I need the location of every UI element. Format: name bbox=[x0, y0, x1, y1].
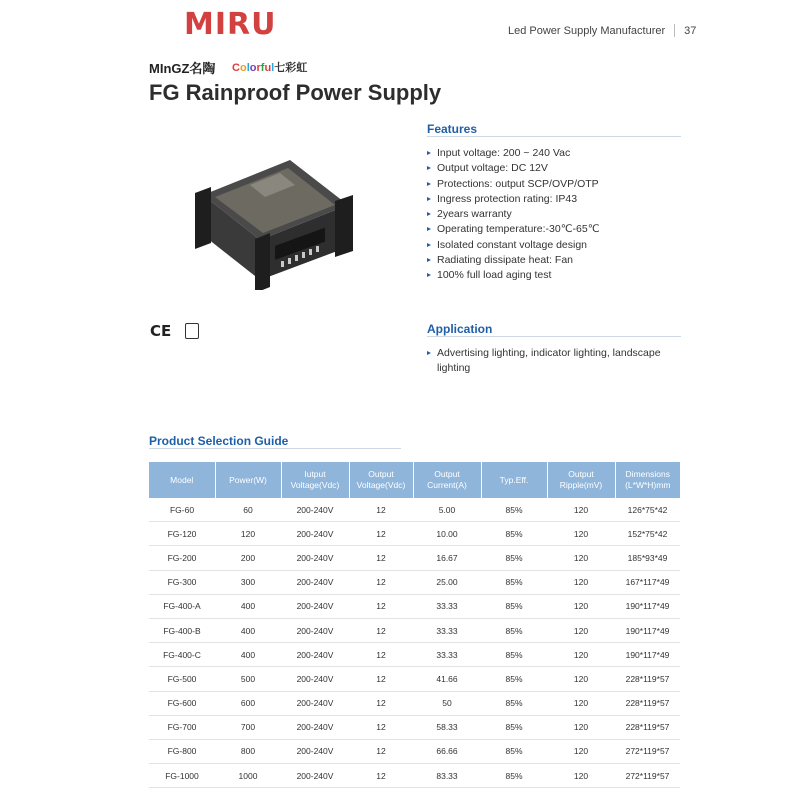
table-cell: 190*117*49 bbox=[615, 594, 680, 618]
table-row bbox=[149, 715, 680, 739]
table-cell: 167*117*49 bbox=[615, 570, 680, 594]
table-cell: 16.67 bbox=[413, 546, 481, 570]
table-cell: 85% bbox=[481, 546, 547, 570]
table-cell: 12 bbox=[349, 691, 413, 715]
feature-item: Operating temperature:-30℃-65℃ bbox=[427, 222, 681, 237]
table-cell: FG-400-A bbox=[149, 594, 215, 618]
table-row bbox=[149, 739, 680, 763]
brand-colorful: Colorful七彩虹 bbox=[232, 62, 308, 74]
table-cell: 33.33 bbox=[413, 594, 481, 618]
table-row bbox=[149, 570, 680, 594]
features-divider bbox=[427, 136, 681, 137]
table-cell: 33.33 bbox=[413, 618, 481, 642]
table-cell: 85% bbox=[481, 715, 547, 739]
table-cell: 185*93*49 bbox=[615, 546, 680, 570]
table-cell: 200-240V bbox=[281, 739, 349, 763]
table-cell: FG-300 bbox=[149, 570, 215, 594]
table-cell: 120 bbox=[547, 498, 615, 522]
table-cell: 120 bbox=[547, 764, 615, 788]
table-cell: 12 bbox=[349, 522, 413, 546]
table-row bbox=[149, 667, 680, 691]
table-cell: 400 bbox=[215, 594, 281, 618]
table-cell: 272*119*57 bbox=[615, 739, 680, 763]
brand-mingz: MInGZ名陶 bbox=[149, 61, 216, 76]
table-cell: FG-800 bbox=[149, 739, 215, 763]
table-cell: 5.00 bbox=[413, 498, 481, 522]
table-cell: 228*119*57 bbox=[615, 667, 680, 691]
table-cell: 800 bbox=[215, 739, 281, 763]
feature-item: Input voltage: 200 ~ 240 Vac bbox=[427, 146, 681, 161]
column-header: Output Current(A) bbox=[413, 462, 481, 498]
table-cell: 272*119*57 bbox=[615, 764, 680, 788]
selection-guide-table bbox=[149, 462, 680, 788]
table-cell: 85% bbox=[481, 594, 547, 618]
application-item: Advertising lighting, indicator lighting, landscape lighting bbox=[427, 346, 672, 377]
feature-item: 100% full load aging test bbox=[427, 268, 681, 283]
table-cell: 12 bbox=[349, 667, 413, 691]
miru-logo: MIRU bbox=[184, 7, 277, 42]
table-cell: 200-240V bbox=[281, 498, 349, 522]
table-cell: 600 bbox=[215, 691, 281, 715]
column-header: Dimensions (L*W*H)mm bbox=[615, 462, 680, 498]
table-cell: 120 bbox=[547, 522, 615, 546]
table-cell: FG-120 bbox=[149, 522, 215, 546]
table-cell: 200-240V bbox=[281, 764, 349, 788]
table-cell: 25.00 bbox=[413, 570, 481, 594]
certifications bbox=[150, 322, 199, 340]
table-cell: FG-700 bbox=[149, 715, 215, 739]
table-cell: 60 bbox=[215, 498, 281, 522]
table-cell: 190*117*49 bbox=[615, 618, 680, 642]
feature-item: 2years warranty bbox=[427, 207, 681, 222]
table-cell: FG-400-B bbox=[149, 618, 215, 642]
table-cell: 200-240V bbox=[281, 522, 349, 546]
table-cell: 200-240V bbox=[281, 667, 349, 691]
table-cell: 120 bbox=[547, 667, 615, 691]
table-cell: 85% bbox=[481, 739, 547, 763]
table-cell: 126*75*42 bbox=[615, 498, 680, 522]
table-cell: 83.33 bbox=[413, 764, 481, 788]
table-cell: 120 bbox=[547, 546, 615, 570]
table-row bbox=[149, 764, 680, 788]
table-cell: 300 bbox=[215, 570, 281, 594]
table-row bbox=[149, 546, 680, 570]
table-cell: 120 bbox=[547, 570, 615, 594]
table-cell: 41.66 bbox=[413, 667, 481, 691]
table-cell: 85% bbox=[481, 667, 547, 691]
table-cell: 200-240V bbox=[281, 643, 349, 667]
table-cell: FG-600 bbox=[149, 691, 215, 715]
table-cell: 33.33 bbox=[413, 643, 481, 667]
guide-divider bbox=[149, 448, 401, 449]
header-tagline: Led Power Supply Manufacturer bbox=[508, 24, 666, 37]
ce-mark: CE bbox=[150, 322, 172, 340]
features-list bbox=[427, 146, 681, 284]
table-cell: 12 bbox=[349, 594, 413, 618]
feature-item: Output voltage: DC 12V bbox=[427, 161, 681, 176]
features-title: Features bbox=[427, 122, 478, 136]
certification-icon bbox=[185, 323, 199, 339]
table-cell: 400 bbox=[215, 618, 281, 642]
page-title: FG Rainproof Power Supply bbox=[149, 80, 442, 105]
table-cell: 12 bbox=[349, 618, 413, 642]
feature-item: Protections: output SCP/OVP/OTP bbox=[427, 177, 681, 192]
table-cell: 12 bbox=[349, 764, 413, 788]
column-header: Output Ripple(mV) bbox=[547, 462, 615, 498]
table-cell: 120 bbox=[547, 715, 615, 739]
column-header: Model bbox=[149, 462, 215, 498]
table-cell: 120 bbox=[547, 643, 615, 667]
table-cell: 85% bbox=[481, 643, 547, 667]
table-cell: 152*75*42 bbox=[615, 522, 680, 546]
table-cell: 200 bbox=[215, 546, 281, 570]
table-cell: 85% bbox=[481, 691, 547, 715]
table-row bbox=[149, 498, 680, 522]
table-cell: 120 bbox=[215, 522, 281, 546]
table-cell: 12 bbox=[349, 498, 413, 522]
table-header-row bbox=[149, 462, 680, 498]
table-cell: 12 bbox=[349, 739, 413, 763]
application-divider bbox=[427, 336, 681, 337]
table-cell: 12 bbox=[349, 546, 413, 570]
table-cell: 120 bbox=[547, 618, 615, 642]
table-row bbox=[149, 691, 680, 715]
table-cell: 85% bbox=[481, 522, 547, 546]
table-cell: 200-240V bbox=[281, 715, 349, 739]
table-cell: FG-200 bbox=[149, 546, 215, 570]
table-cell: 66.66 bbox=[413, 739, 481, 763]
column-header: Power(W) bbox=[215, 462, 281, 498]
table-cell: 85% bbox=[481, 764, 547, 788]
table-cell: 700 bbox=[215, 715, 281, 739]
table-cell: 228*119*57 bbox=[615, 691, 680, 715]
table-row bbox=[149, 522, 680, 546]
table-cell: 58.33 bbox=[413, 715, 481, 739]
header-divider bbox=[674, 24, 675, 37]
product-image bbox=[195, 155, 355, 290]
table-cell: FG-60 bbox=[149, 498, 215, 522]
table-cell: 12 bbox=[349, 643, 413, 667]
table-cell: 200-240V bbox=[281, 618, 349, 642]
table-cell: 120 bbox=[547, 739, 615, 763]
table-cell: 12 bbox=[349, 715, 413, 739]
feature-item: Radiating dissipate heat: Fan bbox=[427, 253, 681, 268]
table-cell: 1000 bbox=[215, 764, 281, 788]
table-cell: 200-240V bbox=[281, 691, 349, 715]
table-cell: 228*119*57 bbox=[615, 715, 680, 739]
table-row bbox=[149, 594, 680, 618]
feature-item: Isolated constant voltage design bbox=[427, 238, 681, 253]
application-list bbox=[427, 346, 672, 377]
column-header: Output Voltage(Vdc) bbox=[349, 462, 413, 498]
column-header: Typ.Eff. bbox=[481, 462, 547, 498]
table-cell: 500 bbox=[215, 667, 281, 691]
table-cell: 10.00 bbox=[413, 522, 481, 546]
table-cell: 200-240V bbox=[281, 594, 349, 618]
page-number: 37 bbox=[684, 24, 697, 37]
table-cell: 400 bbox=[215, 643, 281, 667]
application-title: Application bbox=[427, 322, 493, 336]
table-cell: 85% bbox=[481, 618, 547, 642]
page-header bbox=[508, 24, 696, 37]
table-cell: 120 bbox=[547, 691, 615, 715]
table-cell: 200-240V bbox=[281, 546, 349, 570]
table-row bbox=[149, 643, 680, 667]
column-header: Iutput Voltage(Vdc) bbox=[281, 462, 349, 498]
table-cell: 85% bbox=[481, 570, 547, 594]
table-cell: 200-240V bbox=[281, 570, 349, 594]
guide-title: Product Selection Guide bbox=[149, 434, 289, 448]
table-cell: 50 bbox=[413, 691, 481, 715]
table-cell: FG-1000 bbox=[149, 764, 215, 788]
table-cell: 12 bbox=[349, 570, 413, 594]
table-cell: 190*117*49 bbox=[615, 643, 680, 667]
table-cell: FG-500 bbox=[149, 667, 215, 691]
table-cell: FG-400-C bbox=[149, 643, 215, 667]
table-row bbox=[149, 618, 680, 642]
table-cell: 120 bbox=[547, 594, 615, 618]
table-cell: 85% bbox=[481, 498, 547, 522]
feature-item: Ingress protection rating: IP43 bbox=[427, 192, 681, 207]
